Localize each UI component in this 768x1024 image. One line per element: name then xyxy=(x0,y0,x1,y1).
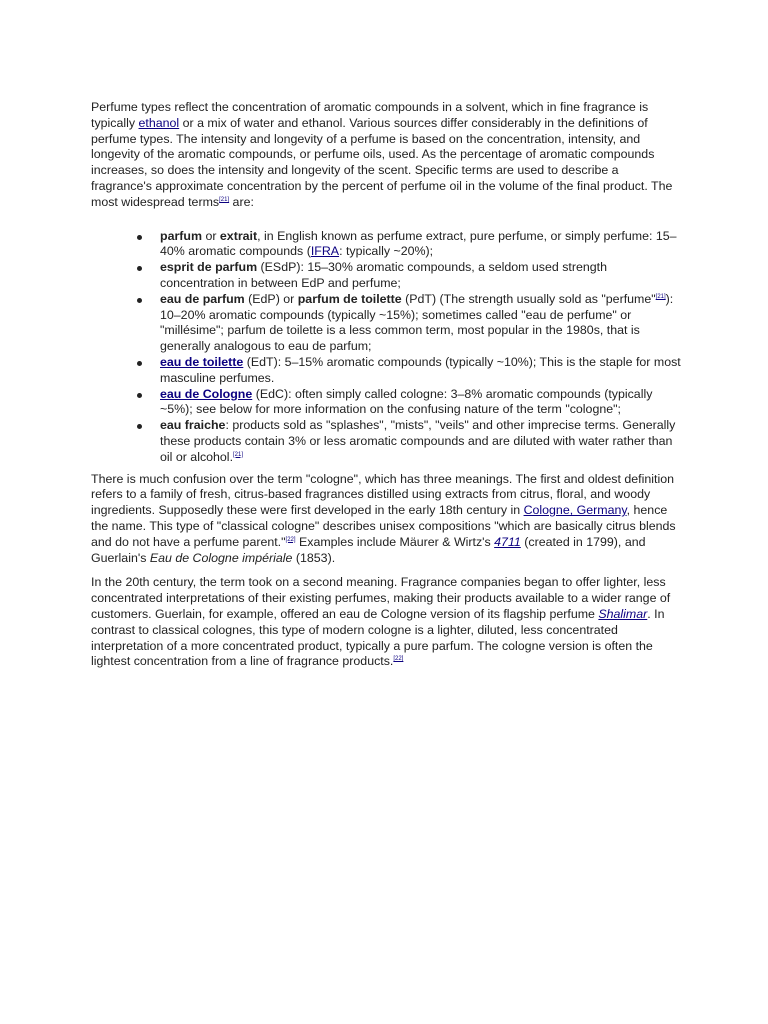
ifra-link[interactable]: IFRA xyxy=(310,244,340,259)
term-text: (EdT): 5–15% aromatic compounds (typically ~10%); This is the staple for most masculine perfumes. xyxy=(160,354,681,385)
list-item-eau-fraiche xyxy=(91,418,681,465)
term-name: parfum xyxy=(160,228,202,243)
term-text: (PdT) (The strength usually sold as "perfume" xyxy=(401,291,656,306)
citation-22[interactable]: [22] xyxy=(285,536,296,543)
term-name: eau de parfum xyxy=(160,291,245,306)
term-text: (EdP) or xyxy=(244,291,298,306)
paragraph-text: There is much confusion over the term "cologne", which has three meanings. The first and oldest definition refers to a family of fresh, citrus-based fragrances distilled using extracts from citrus, floral, and woody ingredients. Supposedly these were first developed in the early 18th century in xyxy=(91,471,674,518)
intro-text: or a mix of water and ethanol. Various sources differ considerably in the definitions of perfume types. The intensity and longevity of a perfume is based on the concentration, intensity, and longevity of the aromatic compounds, or perfume oils, used. As the percentage of aromatic compounds increases, so does the intensity and longevity of the scent. Specific terms are used to describe a fragrance's approximate concentration by the percent of perfume oil in the volume of the final product. The most widespread terms xyxy=(91,115,673,209)
citation-22[interactable]: [22] xyxy=(393,656,404,663)
term-text: ): 10–20% aromatic compounds (typically ~15%); sometimes called "eau de perfume" or "millésime"; parfum de toilette is a less common term, most popular in the 1980s, that is generally analogous to eau de parfum; xyxy=(160,291,674,354)
intro-paragraph xyxy=(91,100,681,211)
eau-de-toilette-link[interactable]: eau de toilette xyxy=(160,354,244,369)
paragraph-text: Examples include Mäurer & Wirtz's xyxy=(295,534,495,549)
term-name: parfum de toilette xyxy=(297,291,402,306)
term-text: (EdC): often simply called cologne: 3–8% aromatic compounds (typically ~5%); see below for more information on the confusing nature of the term "cologne"; xyxy=(160,386,653,417)
term-name: eau fraiche xyxy=(160,418,226,433)
cologne-meanings-paragraph xyxy=(91,472,681,567)
paragraph-text: (1853). xyxy=(292,550,336,565)
paragraph-text: (created in 1799), and Guerlain's xyxy=(91,534,646,565)
intro-text: are: xyxy=(229,194,254,209)
eau-de-cologne-imperiale-title: Eau de Cologne impériale xyxy=(149,550,293,565)
article-body xyxy=(91,100,681,679)
list-item-eau-de-parfum xyxy=(91,292,681,355)
citation-21[interactable]: [21] xyxy=(233,451,244,458)
list-item-eau-de-toilette xyxy=(91,355,681,387)
list-item-esprit-de-parfum xyxy=(91,260,681,292)
bullet-icon xyxy=(137,298,142,303)
term-name: esprit de parfum xyxy=(160,260,258,275)
eau-de-cologne-link[interactable]: eau de Cologne xyxy=(160,386,253,401)
citation-21[interactable]: [21] xyxy=(219,196,230,203)
term-text: or xyxy=(202,228,220,243)
paragraph-text: , hence the name. This type of "classical cologne" describes unisex compositions "which are basically citrus blends and do not have a perfume parent." xyxy=(91,503,676,549)
list-item-parfum xyxy=(91,229,681,261)
intro-text: Perfume types reflect the concentration of aromatic compounds in a solvent, which in fine fragrance is typically xyxy=(91,100,649,130)
paragraph-text: In the 20th century, the term took on a second meaning. Fragrance companies began to offer lighter, less concentrated interpretations of their existing perfumes, making their products available to a wider range of customers. Guerlain, for example, offered an eau de Cologne version of its flagship perfume xyxy=(91,575,671,621)
perfume-terms-list xyxy=(91,229,681,466)
term-text: , in English known as perfume extract, pure perfume, or simply perfume: 15–40% aromatic compounds ( xyxy=(160,228,677,259)
ethanol-link[interactable]: ethanol xyxy=(138,115,180,130)
bullet-icon xyxy=(137,424,142,429)
term-text: (ESdP): 15–30% aromatic compounds, a seldom used strength concentration in between EdP and perfume; xyxy=(160,260,607,290)
4711-link[interactable]: 4711 xyxy=(494,534,521,549)
cologne-germany-link[interactable]: Cologne, Germany xyxy=(523,503,627,518)
term-name: extrait xyxy=(219,228,258,243)
twentieth-century-paragraph xyxy=(91,575,681,670)
shalimar-link[interactable]: Shalimar xyxy=(598,606,648,621)
list-item-eau-de-cologne xyxy=(91,387,681,419)
term-text: : products sold as "splashes", "mists", "veils" and other imprecise terms. Generally these products contain 3% or less aromatic compounds and are diluted with water rather than oil or alcohol. xyxy=(160,418,676,464)
term-text: : typically ~20%); xyxy=(339,244,434,259)
bullet-icon xyxy=(137,361,142,366)
bullet-icon xyxy=(137,235,142,240)
paragraph-text: . In contrast to classical colognes, this type of modern cologne is a lighter, diluted, less concentrated interpretation of a more concentrated product, typically a pure parfum. The cologne version is often the lightest concentration from a line of fragrance products. xyxy=(91,606,665,669)
bullet-icon xyxy=(137,266,142,271)
bullet-icon xyxy=(137,393,142,398)
citation-21[interactable]: [21] xyxy=(655,293,666,300)
